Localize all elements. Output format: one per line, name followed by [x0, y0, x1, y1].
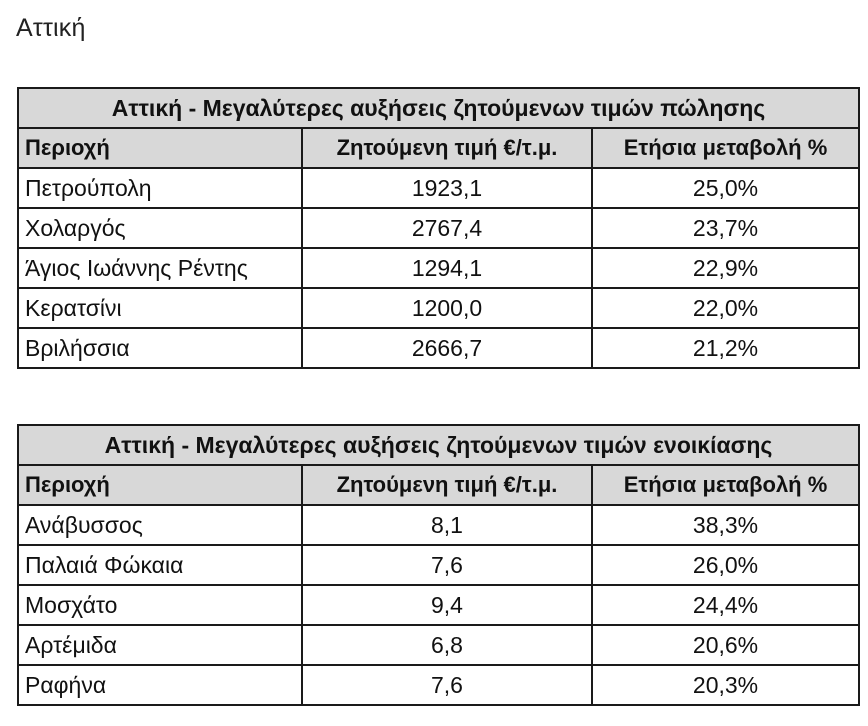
- price-cell: 1294,1: [302, 248, 592, 288]
- table-row: [18, 585, 859, 625]
- change-cell: 21,2%: [592, 328, 859, 368]
- column-header-area: Περιοχή: [18, 465, 302, 505]
- table-title-row: [18, 88, 859, 128]
- area-cell: Ανάβυσσος: [18, 505, 302, 545]
- table-title: Αττική - Μεγαλύτερες αυξήσεις ζητούμενων τιμών ενοικίασης: [18, 425, 859, 465]
- column-header-area: Περιοχή: [18, 128, 302, 168]
- change-cell: 38,3%: [592, 505, 859, 545]
- column-header-price: Ζητούμενη τιμή €/τ.μ.: [302, 465, 592, 505]
- price-cell: 7,6: [302, 545, 592, 585]
- area-cell: Άγιος Ιωάννης Ρέντης: [18, 248, 302, 288]
- price-cell: 1923,1: [302, 168, 592, 208]
- price-cell: 2767,4: [302, 208, 592, 248]
- table-row: [18, 545, 859, 585]
- price-cell: 8,1: [302, 505, 592, 545]
- table-row: [18, 208, 859, 248]
- change-cell: 26,0%: [592, 545, 859, 585]
- column-header-change: Ετήσια μεταβολή %: [592, 128, 859, 168]
- change-cell: 25,0%: [592, 168, 859, 208]
- area-cell: Ραφήνα: [18, 665, 302, 705]
- table-row: [18, 328, 859, 368]
- change-cell: 20,6%: [592, 625, 859, 665]
- table-row: [18, 665, 859, 705]
- price-cell: 6,8: [302, 625, 592, 665]
- table-header-row: [18, 465, 859, 505]
- column-header-change: Ετήσια μεταβολή %: [592, 465, 859, 505]
- table-row: [18, 248, 859, 288]
- table-title: Αττική - Μεγαλύτερες αυξήσεις ζητούμενων τιμών πώλησης: [18, 88, 859, 128]
- area-cell: Παλαιά Φώκαια: [18, 545, 302, 585]
- price-cell: 2666,7: [302, 328, 592, 368]
- change-cell: 23,7%: [592, 208, 859, 248]
- table-title-row: [18, 425, 859, 465]
- change-cell: 20,3%: [592, 665, 859, 705]
- page-title: Αττική: [16, 14, 86, 42]
- area-cell: Αρτέμιδα: [18, 625, 302, 665]
- area-cell: Μοσχάτο: [18, 585, 302, 625]
- area-cell: Βριλήσσια: [18, 328, 302, 368]
- area-cell: Κερατσίνι: [18, 288, 302, 328]
- price-cell: 1200,0: [302, 288, 592, 328]
- area-cell: Πετρούπολη: [18, 168, 302, 208]
- rent-price-increases-table: [17, 424, 860, 706]
- area-cell: Χολαργός: [18, 208, 302, 248]
- sale-price-increases-table: [17, 87, 860, 369]
- table-row: [18, 168, 859, 208]
- table-row: [18, 505, 859, 545]
- change-cell: 24,4%: [592, 585, 859, 625]
- price-cell: 9,4: [302, 585, 592, 625]
- column-header-price: Ζητούμενη τιμή €/τ.μ.: [302, 128, 592, 168]
- price-cell: 7,6: [302, 665, 592, 705]
- change-cell: 22,0%: [592, 288, 859, 328]
- change-cell: 22,9%: [592, 248, 859, 288]
- table-header-row: [18, 128, 859, 168]
- table-row: [18, 288, 859, 328]
- table-row: [18, 625, 859, 665]
